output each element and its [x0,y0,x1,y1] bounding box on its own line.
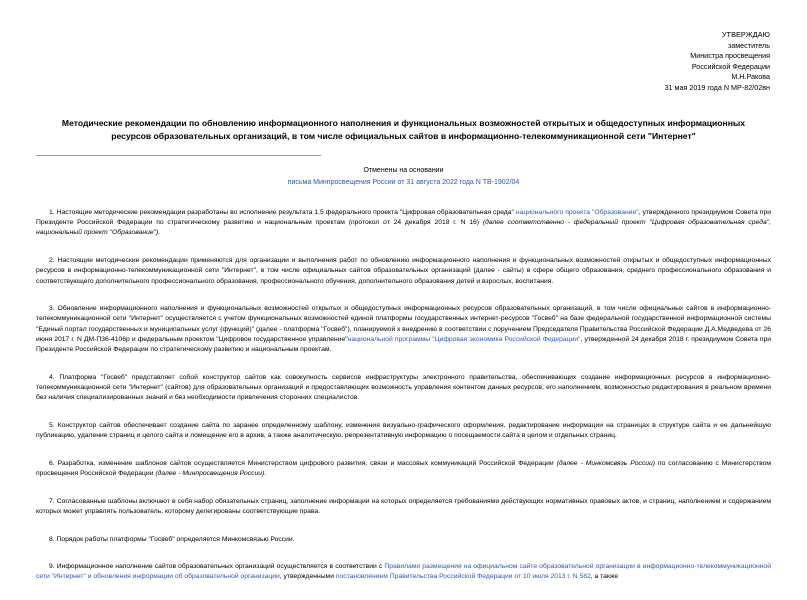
paragraph-3 [36,304,771,355]
cancellation-text: Отменены на основании [363,167,444,174]
approval-line: Российской Федерации [691,61,770,71]
paragraph-text: 8. Порядок работы платформы "Госвеб" определяется Минкомсвязью России. [49,535,295,543]
separator-line [36,155,321,156]
paragraph-text: по согласованию с Министерством просвещения Российской Федерации [36,459,771,477]
paragraph-5 [36,421,771,441]
approval-line: Министра просвещения [690,51,770,61]
paragraph-text: 4. Платформа "Госвеб" представляет собой конструктор сайтов как совокупность сервисов инфраструктуры электронного правительства, обеспечивающих создание информационных ресурсов в информационно-телекоммуникационной сети "Интернет" (сайтов) для образовательных организаций и предоставляющих возможность управления контентом данных ресурсов, его наполнением, возможностью редактирования в реальном времени без наличия специализированных знаний и без необходимости привлечения сторонних специалистов. [36,373,771,402]
title-line: ресурсов образовательных организаций, в том числе официальных сайтов в информационно-телекоммуникационной сети "Интернет" [111,130,696,141]
paragraph-6 [36,459,771,479]
paragraph-text: , а также [590,573,619,581]
paragraph-text: 2. Настоящие методические рекомендации применяются для организации и выполнения работ по обновлению информационного наполнения и функциональных возможностей открытых и общедоступных информационных ресурсов в информационно-телекоммуникационной сети "Интернет", в том числе официальных сайтов образовательных организаций (далее - сайты) в сфере общего образования, среднего профессионального образования и соответствующего дополнительного профессионального образования, профессионального обучения, дополнительного образования детей и взрослых, воспитания. [36,257,771,285]
paragraph-italic-text: (далее соответственно - федеральный проект "Цифровая образовательная среда", национальный проект "Образование") [36,219,771,237]
paragraph-text: , утвержденного президиумом Совета при Президенте Российской Федерации по стратегическому развитию и национальным проектам (протокол от 24 декабря 2018 г. N 16) [36,209,771,227]
cancellation-link[interactable]: письма Минпросвещения России от 31 августа 2022 года N ТВ-1902/04 [287,179,520,186]
paragraph-4 [36,373,771,404]
paragraph-text: 9. Информационное наполнение сайтов образовательных организаций осуществляется в соответствии с [49,563,385,571]
national-project-link[interactable]: национального проекта "Образование" [515,209,639,216]
approval-heading: УТВЕРЖДАЮ [721,30,770,39]
paragraph-text: . [264,469,267,477]
document-body [36,208,771,600]
placement-rules-link[interactable]: Правилами размещения на официальном сайте образовательной организации в информационно-телекоммуникационной сети "Интернет" и обновления информации об образовательной организации [36,563,771,581]
paragraph-italic-text: (далее - Минпросвещения России) [155,469,265,477]
title-line: Методические рекомендации по обновлению информационного наполнения и функциональных возможностей открытых и общедоступных информационных [61,118,746,128]
approval-line: М.Н.Ракова [731,72,770,82]
paragraph-text: 3. Обновление информационного наполнения и функциональных возможностей открытых и общедоступных информационных ресурсов образовательных организаций, в том числе официальных сайтов в информационно-телекоммуникационной сети "Интернет" осуществляется с учетом функциональных возможностей единой платформы государственных интернет-ресурсов "Госвеб" на базе федеральной государственной информационной системы "Единый портал государственных и муниципальных услуг (функций)" (далее - платформа "Госвеб"), планируемой к внедрению в соответствии с поручением Председателя Правительства Российской Федерации Д.А.Медведева от 26 июня 2017 г. N ДМ-П36-4106р и федеральным проектом "Цифровое государственное управление" [36,305,771,343]
government-decree-link[interactable]: постановлением Правительства Российской Федерации от 10 июля 2013 г. N 582 [335,573,591,581]
paragraph-text: . [158,229,161,237]
document-title [36,117,771,142]
paragraph-italic-text: (далее - Минкомсвязь России) [556,459,655,467]
cancellation-notice [0,165,807,189]
paragraph-text: 5. Конструктор сайтов обеспечивает создание сайта по заранее определенному шаблону, изменения визуально-графического оформления, редактирование информации на страницах в структуре сайта и ее дальнейшую публикацию, удаление страниц и целого сайта и помещение его в архив, а также аналитическую, репрезентативную информацию о посещаемости сайта в целом и отдельных страниц. [36,421,771,440]
paragraph-9 [36,562,771,582]
approval-block [665,30,770,94]
paragraph-1 [36,208,771,239]
paragraph-8 [36,535,771,545]
paragraph-7 [36,497,771,517]
paragraph-text: 1. Настоящие методические рекомендации разработаны во исполнение результата 1.5 федерального проекта "Цифровая образовательная среда" [49,209,516,216]
digital-economy-link[interactable]: национальной программы "Цифровая экономика Российской Федерации" [347,335,581,343]
paragraph-text: 6. Разработка, изменение шаблонов сайтов осуществляется Министерством цифрового развития, связи и массовых коммуникаций Российской Федерации [49,459,557,467]
paragraph-text: , утвержденной 24 декабря 2018 г. президиумом Совета при Президенте Российской Федерации по стратегическому развитию и национальным проектам. [36,335,772,354]
approval-line: 31 мая 2019 года N МР-82/02вн [664,82,770,92]
approval-line: заместитель [727,40,770,50]
paragraph-text: 7. Согласованные шаблоны включают в себя набор обязательных страниц, заполнение информации на которых определяется требованиями действующих нормативных правовых актов, и страниц, наполнением и содержанием которых может управлять пользователь, которому делегированы соответствующие права. [36,497,771,515]
paragraph-text: , утвержденными [279,573,336,581]
paragraph-2 [36,256,771,287]
